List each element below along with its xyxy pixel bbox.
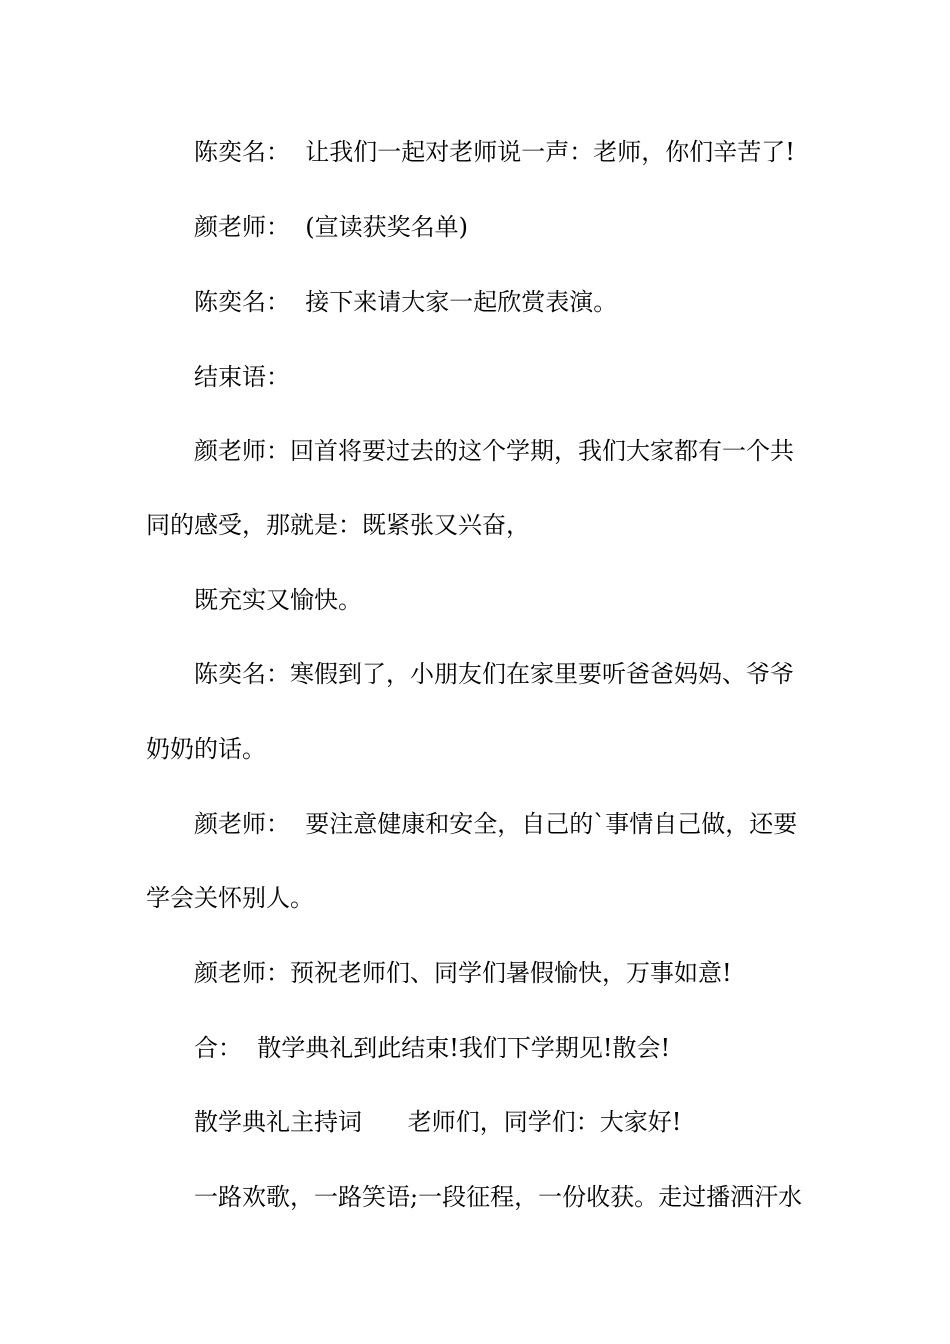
- text-line: 颜老师： (宣读获奖名单): [194, 213, 468, 241]
- text-line: 合： 散学典礼到此结束!我们下学期见!散会!: [194, 1034, 671, 1062]
- text-line: 学会关怀别人。: [146, 884, 314, 912]
- text-line: 陈奕名：寒假到了，小朋友们在家里要听爸爸妈妈、爷爷: [194, 660, 794, 688]
- text-line: 散学典礼主持词 老师们，同学们：大家好!: [194, 1108, 682, 1136]
- text-line: 颜老师： 要注意健康和安全，自己的`事情自己做，还要: [194, 810, 798, 838]
- text-line: 奶奶的话。: [146, 735, 266, 763]
- text-line: 颜老师：回首将要过去的这个学期，我们大家都有一个共: [194, 437, 794, 465]
- text-line: 陈奕名： 让我们一起对老师说一声：老师，你们辛苦了!: [194, 138, 795, 166]
- text-line: 一路欢歌，一路笑语;一段征程，一份收获。走过播洒汗水: [194, 1183, 803, 1211]
- text-line: 陈奕名： 接下来请大家一起欣赏表演。: [194, 288, 618, 316]
- text-line: 同的感受，那就是：既紧张又兴奋，: [146, 511, 530, 539]
- text-line: 颜老师：预祝老师们、同学们暑假愉快，万事如意!: [194, 959, 732, 987]
- text-line: 既充实又愉快。: [194, 586, 362, 614]
- text-line: 结束语：: [194, 363, 290, 391]
